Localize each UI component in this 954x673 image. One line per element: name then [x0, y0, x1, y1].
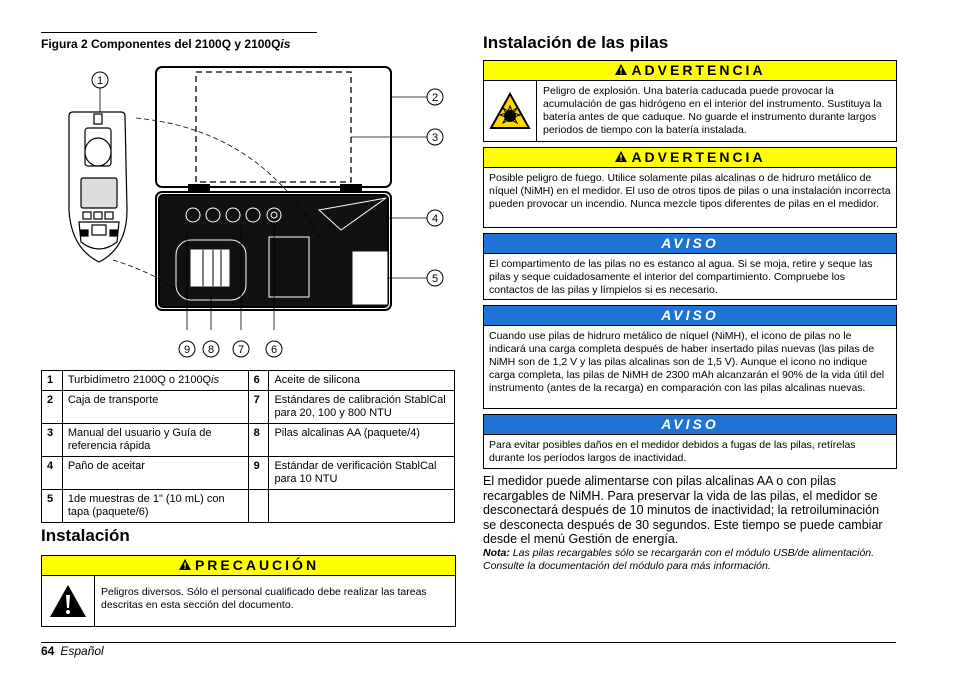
footer-divider [41, 642, 896, 643]
explosion-icon [484, 81, 537, 141]
precaucion-header: PRECAUCIÓN [42, 556, 455, 576]
advertencia-header-2: ADVERTENCIA [484, 148, 896, 168]
legend-text: Estándar de verificación StablCal para 10 NTU [269, 457, 455, 490]
svg-text:8: 8 [207, 344, 215, 356]
legend-text: Pilas alcalinas AA (paquete/4) [269, 424, 455, 457]
legend-number: 1 [42, 371, 63, 391]
legend-text: Estándares de calibración StablCal para 20, 100 y 800 NTU [269, 391, 455, 424]
aviso-box-3 [483, 414, 897, 469]
aviso-header-2: AVISO [484, 306, 896, 326]
legend-number: 2 [42, 391, 63, 424]
callout-6 [266, 341, 282, 357]
aviso-text-2: Cuando use pilas de hidruro metálico de níquel (NiMH), el icono de pilas no le indicará una carga completa después de haber insertado pilas nuevas (las pilas de NiMH son de 1,2 V y las pilas alcalinas son de 1,5 V). Aunque el icono no indique carga completa, las pilas de NiMH de 2300 mAh alcanzarán el 90% de la vida útil del instrumento (antes de la recarga) en comparación con las pilas alcalinas nuevas. [489, 330, 885, 394]
svg-text:1: 1 [96, 75, 104, 87]
svg-text:5: 5 [431, 273, 439, 285]
advertencia-box-2 [483, 147, 897, 228]
svg-text:6: 6 [270, 344, 278, 356]
warning-triangle-icon [614, 63, 628, 76]
aviso-header-3: AVISO [484, 415, 896, 435]
advertencia-box-1 [483, 60, 897, 142]
components-figure [41, 60, 455, 365]
legend-number: 5 [42, 490, 63, 523]
legend-number: 8 [248, 424, 269, 457]
svg-text:2: 2 [431, 92, 439, 104]
advertencia-text-2: Posible peligro de fuego. Utilice solamente pilas alcalinas o de hidruro metálico de níquel (NiMH) en el medidor. El uso de otros tipos de pilas o una instalación incorrecta pueden provocar un incendio. Nunca mezcle tipos diferentes de pilas en el medidor. [489, 172, 891, 210]
legend-row [42, 371, 455, 391]
legend-text: Turbidímetro 2100Q o 2100Qis [62, 371, 248, 391]
turbidimeter-illustration [69, 112, 127, 262]
legend-text [269, 490, 455, 523]
callout-5 [427, 270, 443, 286]
legend-number [248, 490, 269, 523]
legend-text: 1de muestras de 1" (10 mL) con tapa (paquete/6) [62, 490, 248, 523]
precaucion-text: Peligros diversos. Sólo el personal cualificado debe realizar las tareas descritas en esta sección del documento. [101, 586, 427, 611]
callout-9 [179, 341, 195, 357]
legend-number: 9 [248, 457, 269, 490]
svg-text:3: 3 [431, 132, 439, 144]
callout-8 [203, 341, 219, 357]
aviso-text-1: El compartimento de las pilas no es estanco al agua. Si se moja, retire y seque las pilas y seque cuidadosamente el interior del compartimiento. Compruebe los contactos de las pilas y límpielos si es necesario. [489, 258, 873, 296]
svg-text:9: 9 [183, 344, 191, 356]
page-number: 64 [41, 644, 55, 658]
legend-text: Caja de transporte [62, 391, 248, 424]
legend-text: Paño de aceitar [62, 457, 248, 490]
footer-language: Español [60, 644, 104, 658]
aviso-header-1: AVISO [484, 234, 896, 254]
warning-triangle-icon [178, 558, 192, 571]
legend-number: 6 [248, 371, 269, 391]
callout-2 [427, 89, 443, 105]
legend-number: 4 [42, 457, 63, 490]
page-footer [41, 644, 104, 658]
callout-7 [233, 341, 249, 357]
section-heading-instalacion-pilas: Instalación de las pilas [483, 33, 669, 52]
components-legend-table [41, 370, 455, 523]
svg-text:7: 7 [237, 344, 245, 356]
warning-exclamation-icon [42, 576, 95, 626]
legend-text: Aceite de silicona [269, 371, 455, 391]
legend-row [42, 457, 455, 490]
section-heading-instalacion: Instalación [41, 526, 130, 545]
figure-caption: Figura 2 Componentes del 2100Q y 2100Qis [41, 32, 317, 51]
callout-1 [92, 72, 108, 88]
advertencia-text-1: Peligro de explosión. Una batería caducada puede provocar la acumulación de gas hidrógeno en el interior del instrumento. Sustituya la batería antes de que caduque. No guarde el instrumento durante largos periodos de tiempo con la batería instalada. [543, 85, 882, 136]
battery-note: Nota: Las pilas recargables sólo se recargarán con el módulo USB/de alimentación. Consulte la documentación del módulo para más información. [483, 547, 875, 572]
precaucion-box [41, 555, 456, 627]
aviso-box-2 [483, 305, 897, 409]
advertencia-header-1: ADVERTENCIA [484, 61, 896, 81]
legend-number: 7 [248, 391, 269, 424]
aviso-text-3: Para evitar posibles daños en el medidor debidos a fugas de las pilas, retírelas durante los períodos largos de inactividad. [489, 439, 856, 464]
legend-row [42, 490, 455, 523]
legend-row [42, 424, 455, 457]
legend-number: 3 [42, 424, 63, 457]
warning-triangle-icon [614, 150, 628, 163]
svg-text:4: 4 [431, 213, 439, 225]
callout-3 [427, 129, 443, 145]
legend-row [42, 391, 455, 424]
callout-4 [427, 210, 443, 226]
battery-paragraph: El medidor puede alimentarse con pilas alcalinas AA o con pilas recargables de NiMH. Para preservar la vida de las pilas, el medidor se desconectará después de 10 minutos de inactividad; la retroiluminación se desconecta después de 30 segundos. Este tiempo se puede cambiar desde el menú Gestión de energía. [483, 474, 883, 546]
aviso-box-1 [483, 233, 897, 300]
legend-text: Manual del usuario y Guía de referencia rápida [62, 424, 248, 457]
